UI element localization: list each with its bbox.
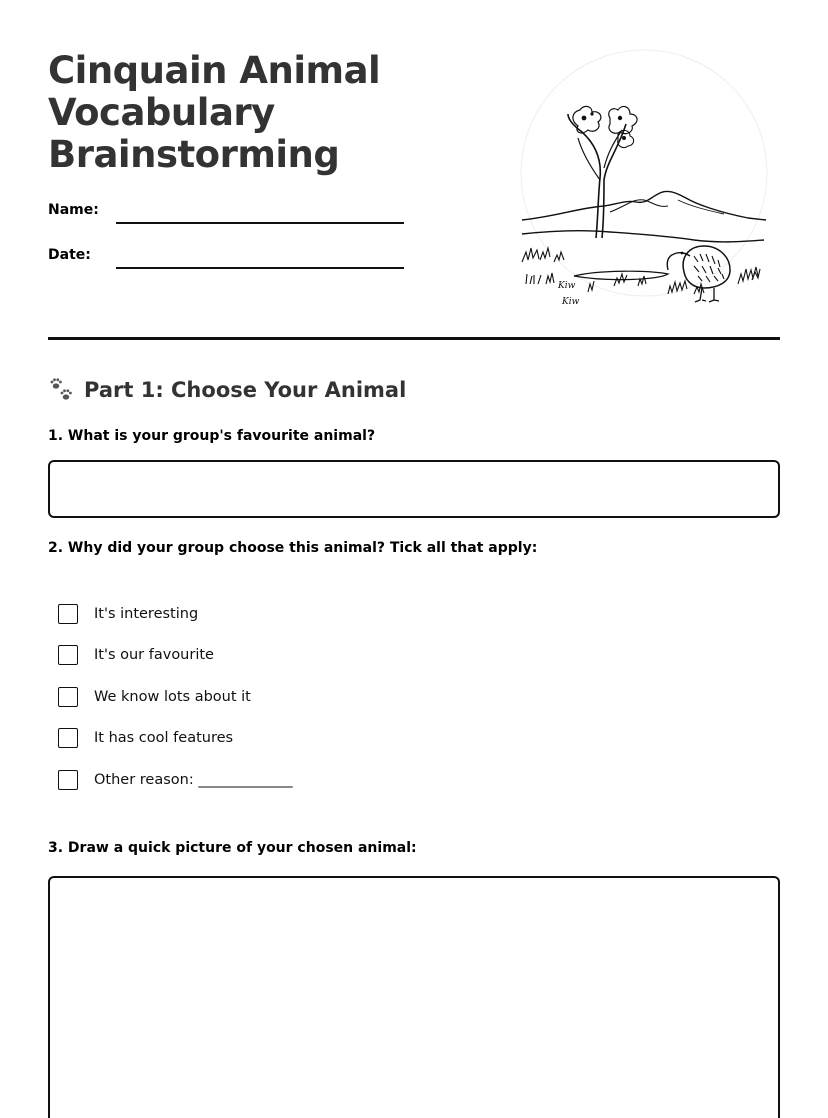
kiwi-landscape-illustration [518,48,780,310]
illustration-text-2: Kiw [562,297,580,307]
option-cool-features[interactable] [58,727,458,749]
option-other-reason[interactable] [58,769,458,791]
drawing-area[interactable] [48,876,780,1118]
part1-heading-text: Part 1: Choose Your Animal [84,378,407,402]
option-label: It has cool features [94,730,234,747]
question-1: 1. What is your group's favourite animal? [48,428,376,444]
checkbox-icon[interactable] [58,687,78,707]
favourite-animal-input[interactable] [48,460,780,518]
checkbox-icon[interactable] [58,645,78,665]
option-know-lots[interactable] [58,686,458,708]
option-label: It's interesting [94,606,199,622]
date-line[interactable] [116,267,404,269]
question-2: 2. Why did your group choose this animal? Tick all that apply: [48,540,538,556]
option-label: Other reason: _____________ [94,771,293,788]
option-label: We know lots about it [94,688,251,705]
question-3: 3. Draw a quick picture of your chosen animal: [48,840,417,856]
checkbox-icon[interactable] [58,728,78,748]
part1-heading [48,374,406,406]
date-field[interactable] [48,247,408,271]
name-field[interactable] [48,202,408,226]
option-favourite[interactable] [58,644,458,666]
page-title [48,50,468,176]
option-label: It's our favourite [94,647,214,664]
name-label: Name: [48,202,99,218]
title-line-1: Cinquain Animal [48,49,381,92]
name-line[interactable] [116,222,404,224]
checkbox-icon[interactable] [58,604,78,624]
illustration-text-1: Kiw [558,281,576,291]
option-interesting[interactable] [58,603,458,625]
title-line-2: Vocabulary [48,91,275,134]
section-divider [48,337,780,340]
date-label: Date: [48,247,91,263]
paw-prints-icon [48,376,76,404]
title-line-3: Brainstorming [48,133,340,176]
reason-checklist [58,603,458,810]
checkbox-icon[interactable] [58,770,78,790]
